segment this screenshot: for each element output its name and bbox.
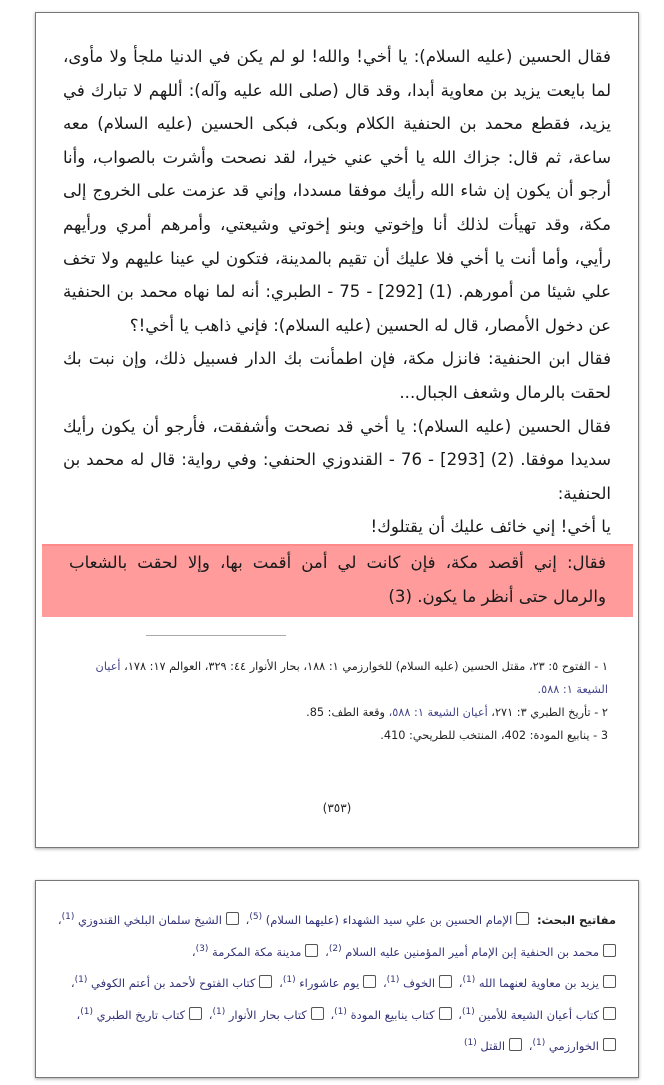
keyword-item[interactable]: الخوف $^{(1)}$، (383, 976, 452, 990)
keyword-checkbox[interactable] (305, 944, 318, 957)
keyword-count: (5) (249, 912, 263, 923)
keyword-count: (1) (386, 975, 400, 986)
keyword-count: (1) (532, 1038, 546, 1049)
footnote-tail: وقعة الطف: 85. (306, 706, 389, 719)
footnote-text: ١ - الفتوح ٥: ٢٣، مقتل الحسين (عليه السلام) للخوارزمي ١: ١٨٨، بحار الأنوار ٤٤: ٣٢٩، العوالم ١٧: ١٧٨، (120, 660, 608, 673)
keyword-item[interactable]: الشيخ سلمان البلخي القندوزي $^{(1)}$، (58, 913, 239, 927)
keyword-label[interactable]: يوم عاشوراء (299, 976, 360, 990)
keyword-checkbox[interactable] (439, 1007, 452, 1020)
keyword-item[interactable]: يزيد بن معاوية لعنهما الله $^{(1)}$، (459, 976, 616, 990)
keyword-label[interactable]: الخوف (403, 976, 436, 990)
keyword-item[interactable]: يوم عاشوراء $^{(1)}$، (279, 976, 376, 990)
keyword-label[interactable]: القتل (480, 1039, 506, 1053)
keyword-item[interactable]: الخوارزمي $^{(1)}$، (529, 1039, 616, 1053)
keyword-label[interactable]: كتاب أعيان الشيعة للأمين (478, 1007, 599, 1022)
keyword-count: (1) (461, 1006, 475, 1017)
highlighted-paragraph: فقال: إني أقصد مكة، فإن كانت لي أمن أقمت بها، وإلا لحقت بالشعاب والرمال حتى أنظر ما يكون. (3) (42, 544, 633, 617)
keyword-item[interactable]: محمد بن الحنفية إبن الإمام أمير المؤمنين عليه السلام $^{(2)}$، (325, 945, 616, 959)
keyword-item[interactable]: كتاب أعيان الشيعة للأمين $^{(1)}$، (458, 1008, 616, 1022)
keyword-checkbox[interactable] (516, 912, 529, 925)
keyword-label[interactable]: كتاب تاريخ الطبري (96, 1007, 186, 1022)
keyword-item[interactable]: كتاب تاريخ الطبري $^{(1)}$، (77, 1008, 203, 1022)
keyword-checkbox[interactable] (603, 1038, 616, 1051)
keyword-checkbox[interactable] (603, 1007, 616, 1020)
keyword-count: (3) (195, 943, 209, 954)
keyword-checkbox[interactable] (363, 975, 376, 988)
keyword-count: (1) (212, 1006, 226, 1017)
keyword-label[interactable]: كتاب الفتوح لأحمد بن أعتم الكوفي (91, 976, 256, 990)
keywords-title: مفاتيح البحث: (536, 913, 616, 927)
keyword-label[interactable]: يزيد بن معاوية لعنهما الله (478, 976, 599, 990)
paragraph: فقال ابن الحنفية: فانزل مكة، فإن اطمأنت بك الدار فسبيل ذلك، وإن نبت بك لحقت بالرمال وشعف الجبال... (63, 349, 611, 402)
keyword-count: (2) (328, 943, 342, 954)
paragraph: فقال الحسين (عليه السلام): يا أخي! والله! لو لم يكن في الدنيا ملجأ ولا مأوى، لما بايعت يزيد بن معاوية أبدا، وقد قال (صلى الله عليه وآله): أللهم لا تبارك في يزيد، فقطع محمد بن الحنفية الكلام وبكى، فبكى الحسين (عليه السلام) معه ساعة، ثم قال: جزاك الله يا أخي عني خيرا، لقد نصحت وأشرت بالصواب، وأنا أرجو أن يكون إن شاء الله رأيك موفقا مسددا، وإني قد عزمت على الخروج إلى مكة، وقد تهيأت لذلك أنا وإخوتي وبنو إخوتي وشيعتي، وأمرهم أمري ورأيهم رأيي، وأما أنت يا أخي فلا عليك أن تقيم بالمدينة، فتكون لي عينا عليهم ولا تخف علي شيئا من أمورهم. (1) [292] - 75 - الطبري: أنه لما نهاه محمد بن الحنفية عن دخول الأمصار، قال له الحسين (عليه السلام): فإني ذاهب يا أخي!؟ (63, 47, 612, 335)
page-body-text (42, 40, 632, 617)
keyword-count: (1) (334, 1006, 347, 1017)
book-page (35, 12, 639, 848)
keyword-checkbox[interactable] (226, 912, 239, 925)
keyword-checkbox[interactable] (439, 975, 452, 988)
footnote-link[interactable]: أعيان الشيعة ١: ٥٨٨. (95, 660, 608, 696)
footnote-divider (146, 635, 286, 636)
keyword-checkbox[interactable] (509, 1038, 522, 1051)
keyword-checkbox[interactable] (189, 1007, 202, 1020)
keywords-list (46, 905, 616, 1063)
keyword-label[interactable]: الشيخ سلمان البلخي القندوزي (78, 913, 222, 927)
keyword-label[interactable]: الإمام الحسين بن علي سيد الشهداء (عليهما السلام) (265, 913, 513, 927)
keyword-checkbox[interactable] (603, 944, 616, 957)
keyword-count: (1) (61, 912, 75, 923)
footnote-2 (66, 701, 608, 724)
page-number: (٣٥٣) (322, 801, 352, 815)
paragraph: يا أخي! إني خائف عليك أن يقتلوك! (370, 517, 611, 537)
keyword-checkbox[interactable] (311, 1007, 324, 1020)
keyword-item[interactable] (464, 1039, 522, 1053)
keyword-item[interactable]: كتاب الفتوح لأحمد بن أعتم الكوفي $^{(1)}$، (71, 976, 273, 990)
keyword-checkbox[interactable] (259, 975, 272, 988)
keyword-count: (1) (80, 1006, 93, 1017)
keyword-label[interactable]: مدينة مكة المكرمة (212, 944, 302, 959)
keyword-checkbox[interactable] (603, 975, 616, 988)
footnote-3: 3 - ينابيع المودة: 402، المنتخب للطريحي: 410. (380, 729, 608, 742)
keywords-panel (35, 880, 639, 1078)
keyword-label[interactable]: الخوارزمي (548, 1039, 599, 1053)
keyword-count: (1) (463, 1038, 477, 1049)
footnote-1 (66, 655, 608, 701)
paragraph: فقال الحسين (عليه السلام): يا أخي قد نصحت وأشفقت، فأرجو أن يكون رأيك سديدا موفقا. (2) [293] - 76 - القندوزي الحنفي: وفي رواية: قال له محمد بن الحنفية: (63, 416, 611, 503)
keyword-label[interactable]: كتاب ينابيع المودة (350, 1007, 435, 1022)
keyword-item[interactable]: كتاب ينابيع المودة $^{(1)}$، (330, 1008, 451, 1022)
footnotes (66, 655, 608, 747)
keyword-label[interactable]: محمد بن الحنفية إبن الإمام أمير المؤمنين عليه السلام (345, 944, 599, 959)
keyword-item[interactable]: الإمام الحسين بن علي سيد الشهداء (عليهما السلام) $^{(5)}$، (246, 913, 530, 927)
keyword-item[interactable]: كتاب بحار الأنوار $^{(1)}$، (209, 1008, 324, 1022)
footnote-link[interactable]: أعيان الشيعة ١: ٥٨٨، (388, 706, 488, 719)
keyword-count: (1) (462, 975, 476, 986)
keyword-count: (1) (282, 975, 296, 986)
keyword-item[interactable]: مدينة مكة المكرمة $^{(3)}$، (192, 945, 319, 959)
keyword-count: (1) (74, 975, 88, 986)
keyword-label[interactable]: كتاب بحار الأنوار (228, 1007, 307, 1022)
footnote-text: ٢ - تأريخ الطبري ٣: ٢٧١، (487, 706, 608, 719)
